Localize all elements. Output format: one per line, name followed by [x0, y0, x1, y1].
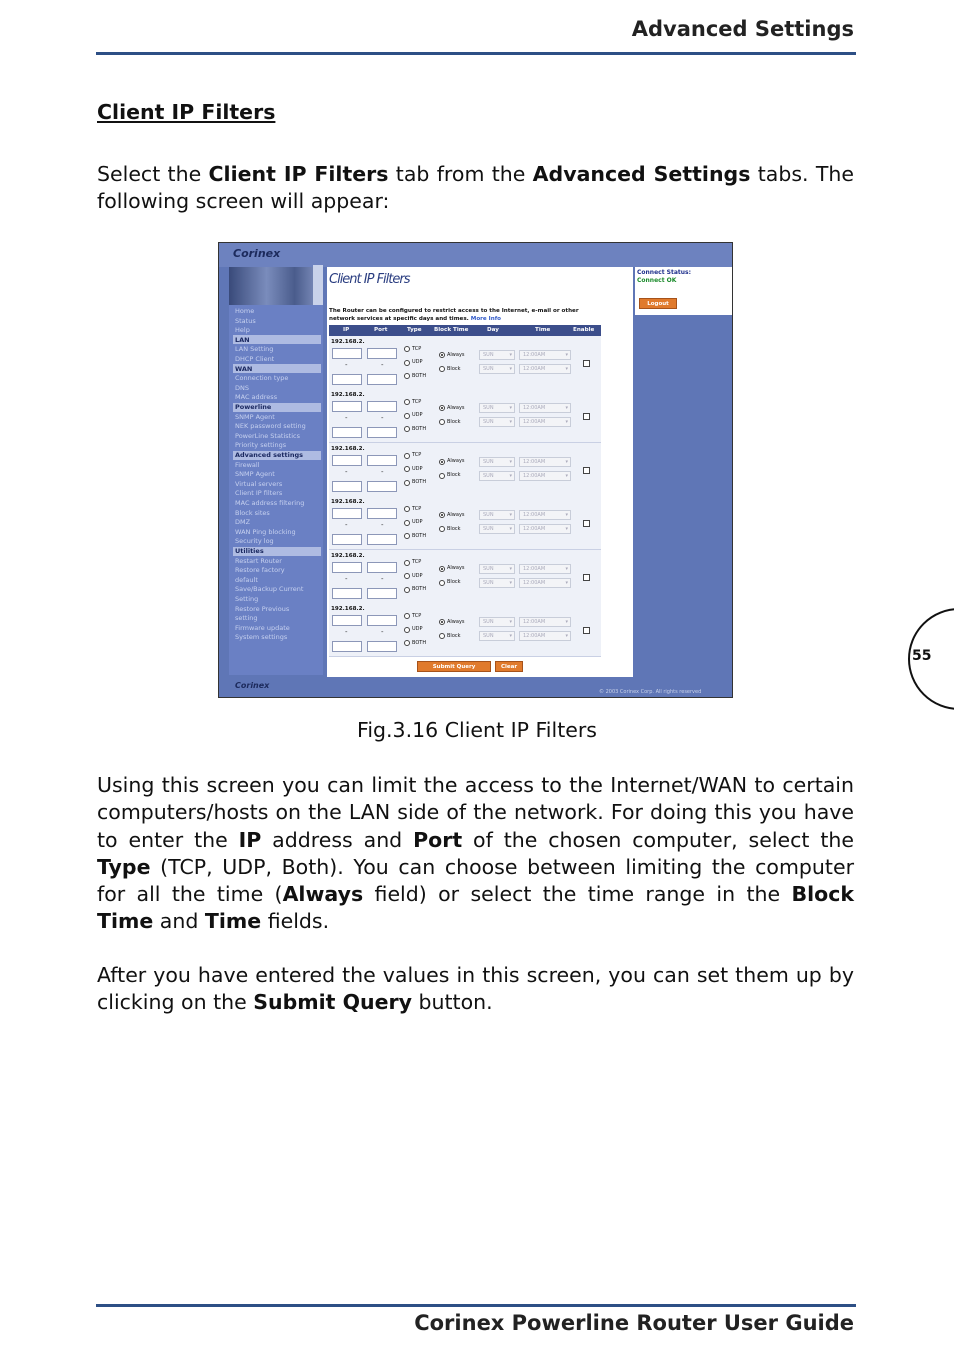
type-label-both: BOTH: [412, 425, 427, 432]
block-label-block: Block: [447, 365, 461, 372]
bold-text: Time: [204, 909, 262, 934]
day-select[interactable]: SUN ▾: [479, 457, 515, 467]
sidebar-item-block-sites[interactable]: Block sites: [235, 508, 270, 517]
port-start-input[interactable]: [367, 348, 397, 359]
time-select[interactable]: 12:00AM ▾: [519, 578, 571, 588]
ip-end-input[interactable]: [332, 427, 362, 438]
filter-table-header: [329, 325, 601, 336]
type-label-udp: UDP: [412, 519, 423, 526]
time-select[interactable]: 12:00AM ▾: [519, 457, 571, 467]
sidebar-item-system-settings[interactable]: System settings: [235, 633, 288, 642]
range-dash: -: [381, 574, 384, 583]
sidebar-item-save-backup-current[interactable]: Save/Backup Current: [235, 585, 304, 594]
type-radio-both[interactable]: [404, 480, 410, 486]
sidebar-item-nek-password-setting[interactable]: NEK password setting: [235, 422, 306, 431]
block-radio-block[interactable]: [439, 580, 445, 586]
bold-text: Submit Query: [253, 990, 412, 1015]
port-end-input[interactable]: [367, 427, 397, 438]
range-dash: -: [345, 361, 348, 369]
block-label-always: Always: [447, 511, 465, 518]
port-start-input[interactable]: [367, 401, 397, 412]
sidebar-item-connection-type[interactable]: Connection type: [235, 374, 289, 383]
status-box: [635, 267, 732, 315]
type-label-udp: UDP: [412, 626, 423, 632]
block-label-always: Always: [447, 404, 465, 411]
time-select[interactable]: 12:00AM ▾: [519, 364, 571, 374]
column-header-time: Time: [535, 327, 551, 333]
type-label-tcp: TCP: [412, 505, 422, 512]
type-radio-tcp[interactable]: [404, 453, 410, 459]
paragraph-submit: [97, 962, 854, 1017]
column-header-enable: Enable: [573, 327, 595, 333]
ip-end-input[interactable]: [332, 481, 362, 492]
header-photo: [229, 267, 323, 305]
text: button.: [412, 990, 493, 1015]
sidebar-item-powerline: Powerline: [235, 403, 272, 411]
block-label-block: Block: [447, 418, 461, 425]
sidebar-item-help[interactable]: Help: [235, 326, 250, 335]
sidebar-item-advanced-settings: Advanced settings: [235, 451, 303, 459]
port-end-input[interactable]: [367, 641, 397, 652]
block-radio-always[interactable]: [439, 459, 445, 465]
sidebar-item-wan-ping-blocking[interactable]: WAN Ping blocking: [235, 527, 296, 536]
footer-rule: [96, 1304, 856, 1307]
time-select[interactable]: 12:00AM ▾: [519, 524, 571, 534]
clear-button[interactable]: Clear: [495, 661, 523, 672]
ip-start-input[interactable]: [332, 562, 362, 573]
column-header-day: Day: [487, 327, 499, 333]
text: and: [153, 909, 205, 934]
time-select[interactable]: 12:00AM ▾: [519, 564, 571, 574]
sidebar-item-powerline-statistics[interactable]: PowerLine Statistics: [235, 431, 300, 440]
ip-prefix-label: 192.168.2.: [331, 392, 365, 399]
ip-start-input[interactable]: [332, 455, 362, 466]
ip-prefix-label: 192.168.2.: [331, 445, 365, 452]
enable-checkbox[interactable]: [583, 574, 590, 581]
column-header-ip: IP: [343, 327, 350, 333]
port-start-input[interactable]: [367, 508, 397, 519]
type-radio-tcp[interactable]: [404, 613, 410, 619]
type-label-both: BOTH: [412, 586, 427, 593]
type-label-both: BOTH: [412, 639, 427, 646]
time-select[interactable]: 12:00AM ▾: [519, 617, 571, 627]
port-start-input[interactable]: [367, 455, 397, 466]
block-label-block: Block: [447, 525, 461, 532]
ip-prefix-label: 192.168.2.: [331, 499, 365, 506]
day-select[interactable]: SUN ▾: [479, 350, 515, 360]
status-panel: [633, 267, 732, 677]
port-end-input[interactable]: [367, 588, 397, 599]
type-label-udp: UDP: [412, 359, 423, 365]
sidebar-item-firewall[interactable]: Firewall: [235, 460, 260, 469]
day-select[interactable]: SUN ▾: [479, 524, 515, 534]
ip-end-input[interactable]: [332, 374, 362, 385]
sidebar-item-dns[interactable]: DNS: [235, 383, 249, 392]
sidebar-item-lan-setting[interactable]: LAN Setting: [235, 345, 274, 354]
range-dash: -: [345, 414, 348, 423]
type-label-udp: UDP: [412, 572, 423, 579]
range-dash: -: [381, 467, 384, 476]
section-title: Client IP Filters: [97, 100, 276, 124]
time-select[interactable]: 12:00AM ▾: [519, 631, 571, 641]
range-dash: -: [345, 521, 348, 530]
text: address and: [261, 827, 414, 852]
column-header-type: Type: [407, 327, 422, 333]
sidebar-item-dmz[interactable]: DMZ: [235, 518, 251, 527]
connect-status-label: Connect Status:: [637, 269, 691, 276]
day-select[interactable]: SUN ▾: [479, 403, 515, 413]
page-number: 55: [912, 648, 932, 664]
block-radio-always[interactable]: [439, 619, 445, 625]
day-select[interactable]: SUN ▾: [479, 417, 515, 427]
sidebar-item-wan: WAN: [235, 364, 253, 373]
column-header-port: Port: [374, 327, 388, 333]
ip-start-input[interactable]: [332, 401, 362, 412]
day-select[interactable]: SUN ▾: [479, 631, 515, 641]
bottom-logo: Corinex: [235, 681, 270, 690]
text: tabs. The following screen will appear:: [97, 162, 854, 214]
bold-text: IP: [238, 827, 262, 852]
submit-query-button[interactable]: Submit Query: [417, 661, 491, 672]
type-label-udp: UDP: [412, 412, 423, 419]
corinex-logo: Corinex: [233, 247, 281, 260]
sidebar-item-home[interactable]: Home: [235, 307, 255, 315]
client-ip-filters-panel: [327, 267, 633, 677]
type-label-udp: UDP: [412, 465, 423, 472]
description-text: The Router can be configured to restrict access to the Internet, e-mail or other network services at specific days and times.: [329, 308, 579, 322]
more-info-link[interactable]: More Info: [470, 316, 501, 322]
text: of the chosen computer, select the: [462, 827, 854, 852]
bold-text: Client IP Filters: [208, 162, 389, 186]
day-select[interactable]: SUN ▾: [479, 617, 515, 627]
type-label-tcp: TCP: [412, 559, 422, 566]
ip-end-input[interactable]: [332, 641, 362, 652]
text: Using this screen you can limit the access to the Internet/WAN to certain computers/hosts on the LAN side of the network. For doing this you have to enter the: [97, 773, 854, 852]
enable-checkbox[interactable]: [583, 627, 590, 634]
screenshot-topbar: [219, 243, 732, 267]
sidebar-item-snmp-agent[interactable]: SNMP Agent: [235, 412, 275, 421]
text: Select the: [97, 162, 209, 186]
time-select[interactable]: 12:00AM ▾: [519, 403, 571, 413]
day-select[interactable]: SUN ▾: [479, 364, 515, 374]
sidebar-item-firmware-update[interactable]: Firmware update: [235, 623, 290, 632]
type-radio-both[interactable]: [404, 640, 410, 646]
text: fields.: [261, 909, 330, 934]
block-label-always: Always: [447, 351, 465, 358]
block-label-always: Always: [447, 565, 465, 572]
type-radio-both[interactable]: [404, 373, 410, 379]
sidebar-item-mac-address-filtering[interactable]: MAC address filtering: [235, 499, 305, 507]
time-select[interactable]: 12:00AM ▾: [519, 417, 571, 427]
type-radio-udp[interactable]: [404, 413, 410, 419]
block-label-always: Always: [447, 458, 465, 465]
panel-title: Client IP Filters: [329, 272, 410, 287]
bold-text: Type: [97, 854, 151, 879]
block-radio-always[interactable]: [439, 352, 445, 358]
port-start-input[interactable]: [367, 615, 397, 626]
time-select[interactable]: 12:00AM ▾: [519, 510, 571, 520]
ip-end-input[interactable]: [332, 588, 362, 599]
type-radio-tcp[interactable]: [404, 560, 410, 566]
port-start-input[interactable]: [367, 562, 397, 573]
text: tab from the: [388, 162, 533, 186]
logout-button[interactable]: Logout: [639, 298, 677, 309]
type-radio-both[interactable]: [404, 587, 410, 593]
range-dash: -: [345, 628, 348, 636]
day-select[interactable]: SUN ▾: [479, 510, 515, 520]
header-rule: [96, 52, 856, 55]
day-select[interactable]: SUN ▾: [479, 564, 515, 574]
type-label-tcp: TCP: [412, 345, 422, 352]
ip-start-input[interactable]: [332, 348, 362, 359]
type-label-both: BOTH: [412, 372, 427, 379]
sidebar-item-dhcp-client[interactable]: DHCP Client: [235, 355, 275, 363]
text: field) or select the time range in the: [363, 882, 792, 907]
row-separator: [329, 656, 601, 657]
day-select[interactable]: SUN ▾: [479, 471, 515, 481]
sidebar-item-restore-factory[interactable]: Restore factory: [235, 566, 285, 575]
bold-text: Advanced Settings: [532, 162, 751, 186]
sidebar-item-security-log[interactable]: Security log: [235, 537, 274, 546]
type-label-tcp: TCP: [412, 398, 422, 405]
sidebar-item-setting[interactable]: setting: [235, 614, 258, 623]
header-photo-divider: [313, 265, 323, 305]
bold-text: Port: [413, 827, 463, 852]
ip-prefix-label: 192.168.2.: [331, 552, 365, 559]
figure-caption: Fig.3.16 Client IP Filters: [357, 718, 597, 742]
range-dash: -: [345, 467, 348, 476]
sidebar-item-restore-previous[interactable]: Restore Previous: [235, 604, 290, 613]
ip-prefix-label: 192.168.2.: [331, 606, 365, 612]
sidebar-item-snmp-agent[interactable]: SNMP Agent: [235, 470, 275, 479]
sidebar-item-setting[interactable]: Setting: [235, 595, 259, 603]
panel-description: [329, 307, 605, 323]
footer-title: Corinex Powerline Router User Guide: [414, 1311, 854, 1335]
block-radio-always[interactable]: [439, 566, 445, 572]
block-radio-block[interactable]: [439, 633, 445, 639]
type-label-tcp: TCP: [412, 452, 422, 459]
sidebar-item-lan: LAN: [235, 335, 250, 344]
column-header-block-time: Block Time: [434, 327, 469, 333]
ip-prefix-label: 192.168.2.: [331, 339, 365, 345]
block-radio-block[interactable]: [439, 473, 445, 479]
type-label-tcp: TCP: [412, 612, 422, 619]
enable-checkbox[interactable]: [583, 520, 590, 527]
ip-start-input[interactable]: [332, 508, 362, 519]
time-select[interactable]: 12:00AM ▾: [519, 471, 571, 481]
range-dash: -: [381, 521, 384, 530]
range-dash: -: [381, 628, 384, 636]
port-end-input[interactable]: [367, 534, 397, 545]
sidebar-item-virtual-servers[interactable]: Virtual servers: [235, 479, 283, 488]
sidebar-nav: [229, 305, 323, 675]
enable-checkbox[interactable]: [583, 413, 590, 420]
range-dash: -: [381, 361, 384, 369]
ip-start-input[interactable]: [332, 615, 362, 626]
time-select[interactable]: 12:00AM ▾: [519, 350, 571, 360]
paragraph-intro: [97, 161, 854, 216]
block-label-block: Block: [447, 472, 461, 479]
sidebar-item-status[interactable]: Status: [235, 316, 256, 325]
type-label-both: BOTH: [412, 479, 427, 486]
port-end-input[interactable]: [367, 374, 397, 385]
sidebar-item-utilities: Utilities: [235, 547, 264, 555]
sidebar-item-mac-address[interactable]: MAC address: [235, 393, 278, 402]
block-label-block: Block: [447, 632, 461, 639]
range-dash: -: [381, 414, 384, 423]
router-screenshot: [218, 242, 733, 698]
block-label-always: Always: [447, 618, 465, 625]
type-radio-udp[interactable]: [404, 627, 410, 633]
ip-end-input[interactable]: [332, 534, 362, 545]
type-radio-tcp[interactable]: [404, 346, 410, 352]
sidebar-item-client-ip-filters[interactable]: Client IP filters: [235, 489, 283, 498]
type-radio-udp[interactable]: [404, 520, 410, 526]
header-title: Advanced Settings: [631, 17, 854, 41]
type-label-both: BOTH: [412, 532, 427, 539]
sidebar-item-priority-settings[interactable]: Priority settings: [235, 441, 287, 450]
day-select[interactable]: SUN ▾: [479, 578, 515, 588]
range-dash: -: [345, 574, 348, 583]
text: (TCP, UDP, Both). You can choose between limiting the computer for all the time (: [97, 854, 854, 907]
sidebar-item-default[interactable]: default: [235, 575, 258, 584]
block-radio-block[interactable]: [439, 366, 445, 372]
bold-text: Block Time: [97, 882, 854, 934]
sidebar-item-restart-router[interactable]: Restart Router: [235, 556, 282, 565]
bold-text: Always: [282, 882, 364, 907]
enable-checkbox[interactable]: [583, 467, 590, 474]
paragraph-usage: [97, 772, 854, 936]
connect-status-value: Connect OK: [637, 277, 677, 284]
type-radio-udp[interactable]: [404, 360, 410, 366]
text: After you have entered the values in this screen, you can set them up by clicking on the: [97, 963, 854, 1015]
copyright-text: © 2003 Corinex Corp. All rights reserved: [599, 689, 702, 695]
enable-checkbox[interactable]: [583, 360, 590, 367]
block-label-block: Block: [447, 579, 461, 586]
port-end-input[interactable]: [367, 481, 397, 492]
